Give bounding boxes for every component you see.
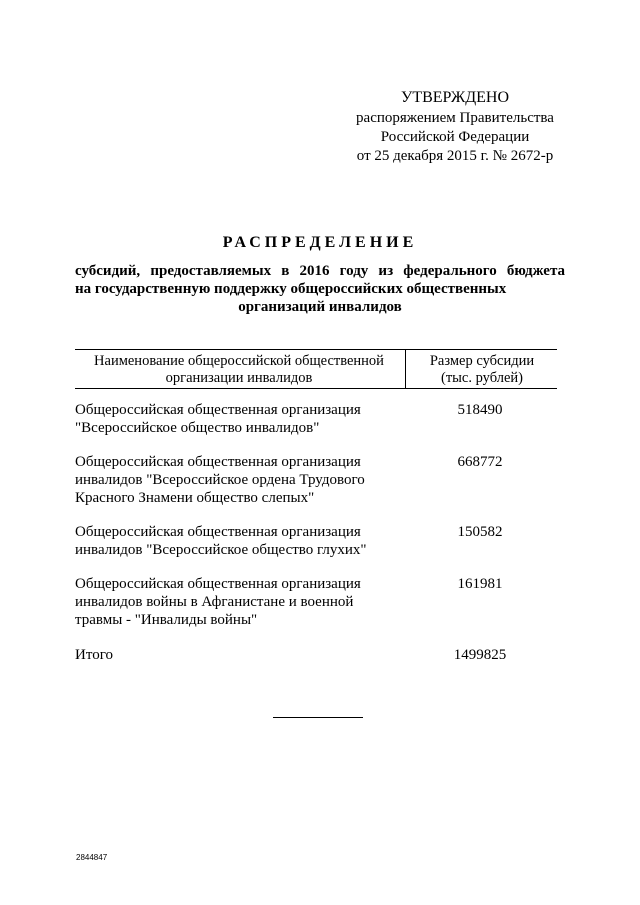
header-organization-name [75,353,403,387]
subsidy-amount: 518490 [457,402,503,418]
table-row [75,401,557,437]
organization-name [75,453,395,507]
organization-name-line: инвалидов войны в Афганистане и военной [75,594,354,610]
header-subsidy-amount [407,353,557,387]
subtitle-line-2: на государственную поддержку общероссийских общественных [75,281,507,297]
organization-name [75,401,395,437]
document-code: 2844847 [76,853,108,862]
header-amount-line-2: (тыс. рублей) [441,370,523,386]
organization-name-line: "Всероссийское общество инвалидов" [75,420,320,436]
organization-name-line: Общероссийская общественная организация [75,524,361,540]
total-label: Итого [75,647,113,663]
document-subtitle [75,262,565,316]
organization-name [75,523,395,559]
organization-name [75,575,395,629]
table-row [75,453,557,507]
approval-block [345,88,565,166]
subtitle-line-1: субсидий, предоставляемых в 2016 году из федерального бюджета [75,263,565,279]
organization-name-line: инвалидов "Всероссийское ордена Трудового [75,472,365,488]
end-divider [273,717,363,718]
document-title: РАСПРЕДЕЛЕНИЕ [222,234,418,251]
approval-line-2: Российской Федерации [380,129,530,145]
organization-name-line: инвалидов "Всероссийское общество глухих" [75,542,367,558]
header-name-line-1: Наименование общероссийской общественной [94,353,384,369]
organization-name-line: Общероссийская общественная организация [75,576,361,592]
total-amount: 1499825 [453,647,507,663]
subsidy-amount: 668772 [457,454,503,470]
header-amount-line-1: Размер субсидии [429,353,535,369]
header-column-divider [405,350,406,388]
header-name-line-2: организации инвалидов [165,370,313,386]
subsidy-amount: 150582 [457,524,503,540]
approval-line-1: распоряжением Правительства [356,110,554,126]
table-row [75,575,557,629]
organization-name-line: Красного Знамени общество слепых" [75,490,315,506]
organization-name-line: травмы - "Инвалиды войны" [75,612,258,628]
table-row [75,523,557,559]
table-body [75,401,557,645]
organization-name-line: Общероссийская общественная организация [75,402,361,418]
approval-line-3: от 25 декабря 2015 г. № 2672-р [356,148,554,164]
organization-name-line: Общероссийская общественная организация [75,454,361,470]
approved-heading: УТВЕРЖДЕНО [400,89,509,106]
subsidy-amount: 161981 [457,576,503,592]
table-header [75,349,557,389]
subtitle-line-3: организаций инвалидов [238,299,402,315]
total-row [75,646,557,664]
